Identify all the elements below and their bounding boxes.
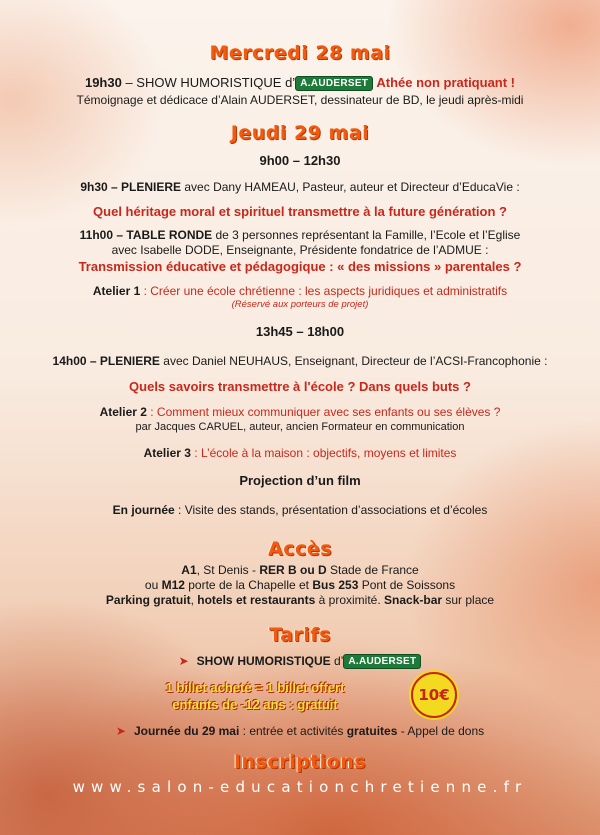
- pleniere-1-time: 9h30: [80, 180, 108, 194]
- atelier-1-text: : Créer une école chrétienne : les aspects juridiques et administratifs: [140, 284, 508, 298]
- table-ronde-time: 11h00: [79, 228, 114, 242]
- arrow-right-icon: ➤: [178, 654, 189, 668]
- access-stdenis: , St Denis -: [196, 563, 260, 577]
- arrow-right-icon: ➤: [115, 724, 126, 738]
- access-a1: A1: [181, 563, 197, 577]
- pleniere-1-title: Quel héritage moral et spirituel transmettre à la future génération ?: [93, 204, 507, 219]
- journee-label: En journée: [112, 503, 175, 517]
- access-chapelle: porte de la Chapelle et: [184, 578, 313, 592]
- access-rer: RER B ou D: [259, 563, 327, 577]
- show-description: Témoignage et dédicace d’Alain AUDERSET, dessinateur de BD, le jeudi après-midi: [76, 93, 524, 107]
- promo-line-2: enfants de -12 ans : gratuit: [172, 697, 338, 712]
- atelier-3-label: Atelier 3: [143, 446, 191, 460]
- atelier-3-text: : L’école à la maison : objectifs, moyens et limites: [190, 446, 457, 460]
- access-line-2: [0, 578, 600, 592]
- promo-line-1: 1 billet acheté = 1 billet offert: [165, 680, 345, 695]
- table-ronde-title: Transmission éducative et pédagogique : « des missions » parentales ?: [78, 259, 522, 274]
- inscriptions-heading: Inscriptions: [233, 751, 367, 773]
- tarifs-day-dons: - Appel de dons: [397, 724, 485, 738]
- film-projection: Projection d’un film: [239, 473, 361, 488]
- access-ou: ou: [144, 578, 162, 592]
- access-parking: Parking gratuit: [105, 593, 191, 607]
- access-bus: Bus 253: [312, 578, 359, 592]
- atelier-3-line: [0, 446, 600, 460]
- tarifs-show-line: [0, 654, 600, 669]
- show-title: Athée non pratiquant !: [373, 75, 516, 90]
- journee-line: [0, 503, 600, 517]
- atelier-2-line: [0, 405, 600, 419]
- tarifs-day-line: [0, 724, 600, 738]
- pleniere-1-desc: avec Dany HAMEAU, Pasteur, auteur et Directeur d’EducaVie :: [181, 180, 520, 194]
- atelier-1-note: (Réservé aux porteurs de projet): [231, 299, 369, 310]
- wednesday-heading: Mercredi 28 mai: [209, 42, 391, 64]
- access-stade: Stade de France: [326, 563, 419, 577]
- thursday-heading: Jeudi 29 mai: [230, 122, 370, 144]
- atelier-2-label: Atelier 2: [99, 405, 147, 419]
- pleniere-2-desc: avec Daniel NEUHAUS, Enseignant, Directeur de l’ACSI-Francophonie :: [159, 354, 548, 368]
- morning-hours: 9h00 – 12h30: [259, 153, 341, 168]
- pleniere-2-label: PLENIERE: [96, 354, 160, 368]
- pleniere-2-line: [0, 354, 600, 368]
- wednesday-show-line: [0, 75, 600, 91]
- auderset-logo: A.AUDERSET: [295, 76, 373, 91]
- journee-text: : Visite des stands, présentation d’associations et d’écoles: [174, 503, 488, 517]
- access-heading: Accès: [268, 538, 332, 560]
- pleniere-1-label: – PLENIERE: [107, 180, 182, 194]
- pleniere-2-title: Quels savoirs transmettre à l'école ? Dans quels buts ?: [129, 379, 471, 394]
- access-line-3: [0, 593, 600, 607]
- atelier-2-text: : Comment mieux communiquer avec ses enfants ou ses élèves ?: [146, 405, 501, 419]
- afternoon-hours: 13h45 – 18h00: [255, 324, 345, 339]
- auderset-logo: A.AUDERSET: [343, 654, 421, 669]
- atelier-1-line: [0, 284, 600, 298]
- tarifs-heading: Tarifs: [269, 624, 331, 646]
- table-ronde-desc-2: avec Isabelle DODE, Enseignante, Présidente fondatrice de l’ADMUE :: [111, 243, 489, 257]
- tarifs-show-of: d’: [330, 654, 344, 668]
- atelier-2-by: par Jacques CARUEL, auteur, ancien Formateur en communication: [135, 421, 465, 433]
- tarifs-day-label: Journée du 29 mai: [133, 724, 240, 738]
- website-link[interactable]: www.salon-educationchretienne.fr: [72, 778, 528, 796]
- access-comma: ,: [190, 593, 198, 607]
- tarifs-day-a: : entrée et activités: [239, 724, 347, 738]
- access-soissons: Pont de Soissons: [358, 578, 456, 592]
- price-badge: 10€: [411, 672, 457, 718]
- show-time: 19h30: [84, 75, 122, 90]
- pleniere-2-time: 14h00 –: [52, 354, 97, 368]
- show-label: – SHOW HUMORISTIQUE d’: [121, 75, 296, 90]
- tarifs-show-label: SHOW HUMORISTIQUE: [196, 654, 331, 668]
- access-line-1: [0, 563, 600, 577]
- pleniere-1-line: [0, 180, 600, 194]
- tarifs-day-gratuites: gratuites: [346, 724, 398, 738]
- table-ronde-line: [0, 228, 600, 242]
- access-hotels: hotels et restaurants: [197, 593, 316, 607]
- atelier-1-label: Atelier 1: [92, 284, 141, 298]
- table-ronde-desc: de 3 personnes représentant la Famille, l’Ecole et l’Eglise: [212, 228, 521, 242]
- access-proximite: à proximité.: [315, 593, 385, 607]
- access-surplace: sur place: [442, 593, 495, 607]
- access-snackbar: Snack-bar: [384, 593, 443, 607]
- access-m12: M12: [161, 578, 185, 592]
- table-ronde-label: – TABLE RONDE: [113, 228, 213, 242]
